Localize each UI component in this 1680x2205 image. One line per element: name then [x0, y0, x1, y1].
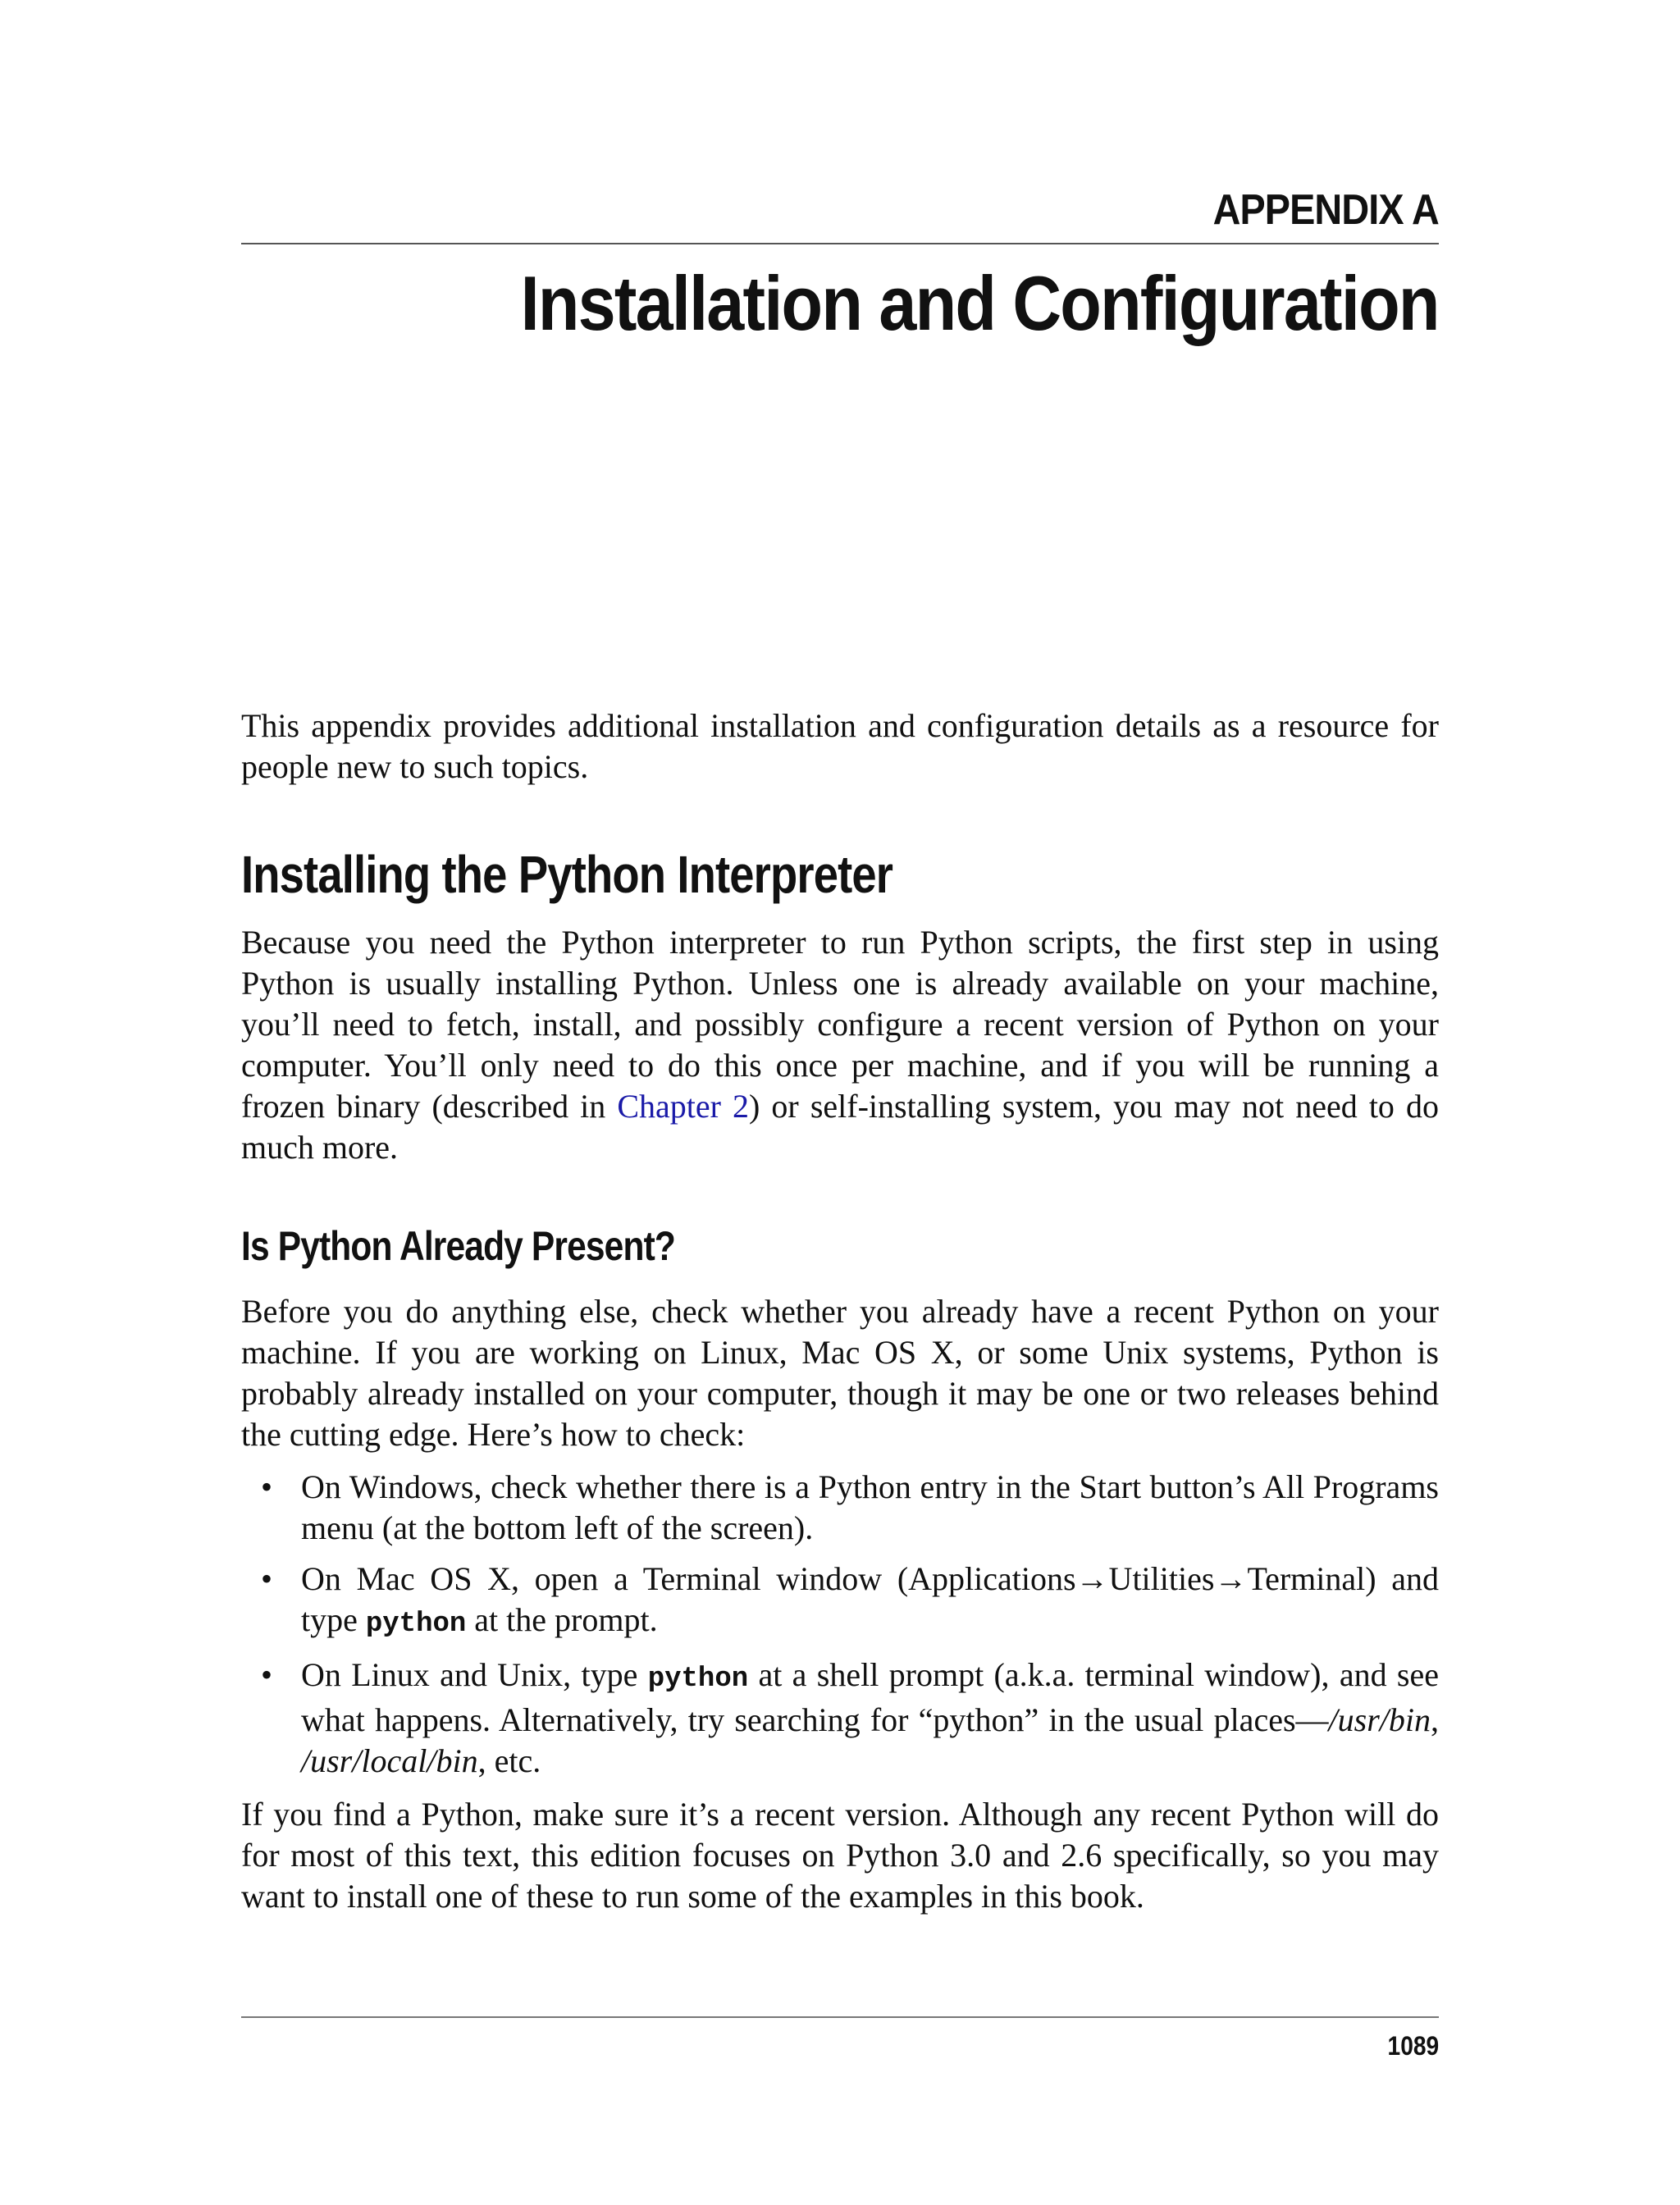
inline-code: python: [365, 1609, 467, 1640]
subsection-paragraph: Before you do anything else, check whether you already have a recent Python on your machine. If you are working on Linux, Mac OS X, or some Unix systems, Python is probably already installed on your computer, though it may be one or two releases behind the cutting edge. Here’s how to check:: [241, 1293, 1439, 1453]
check-list: [241, 1467, 1439, 1792]
path-text: /usr/bin: [1328, 1701, 1431, 1738]
list-item: [241, 1655, 1439, 1782]
list-item-text: , etc.: [477, 1742, 541, 1779]
footer-rule: [241, 2016, 1439, 2018]
path-text: /usr/local/bin: [301, 1742, 478, 1779]
list-item-text: On Windows, check whether there is a Python entry in the Start button’s All Programs menu (at the bottom left of the screen).: [301, 1468, 1439, 1546]
page-number: 1089: [1387, 2031, 1439, 2061]
list-item-text: at the prompt.: [466, 1601, 658, 1638]
section-heading: Installing the Python Interpreter: [241, 845, 893, 904]
list-item-text: On Linux and Unix, type: [301, 1656, 648, 1693]
book-page: [241, 0, 1439, 2205]
list-item: [241, 1559, 1439, 1645]
chapter-title: Installation and Configuration: [520, 260, 1439, 346]
paragraph-text-after-link: ) or self-installing system, you may not need to do much more.: [241, 1088, 1440, 1166]
list-item-text: On Mac OS X, open a Terminal window (Applications→Utilities→Terminal) and type: [301, 1560, 1439, 1638]
bullet-icon: •: [261, 1656, 273, 1693]
chapter-2-link[interactable]: Chapter 2: [617, 1088, 750, 1125]
list-item-text: ,: [1431, 1701, 1439, 1738]
intro-paragraph: This appendix provides additional installation and configuration details as a resource for people new to such topics.: [241, 707, 1439, 785]
inline-code: python: [647, 1664, 749, 1695]
section-paragraph: [241, 922, 1439, 1168]
appendix-label: APPENDIX A: [1212, 186, 1439, 234]
list-item: [241, 1467, 1439, 1549]
closing-paragraph: If you find a Python, make sure it’s a recent version. Although any recent Python will do for most of this text, this edition focuses on Python 3.0 and 2.6 specifically, so you may want to install one of these to run some of the examples in this book.: [241, 1796, 1439, 1915]
header-rule: [241, 243, 1439, 244]
list-item-text: at a shell prompt (a.k.a. terminal window), and see what happens. Alternatively, try searching for “python” in the usual places—: [301, 1656, 1439, 1738]
paragraph-text-before-link: Because you need the Python interpreter to run Python scripts, the first step in using Python is usually installing Python. Unless one is already available on your machine, you’ll need to fetch, install, and possibly configure a recent version of Python on your computer. You’ll only need to do this once per machine, and if you will be running a frozen binary (described in: [241, 924, 1439, 1125]
bullet-icon: •: [261, 1468, 273, 1505]
subsection-heading: Is Python Already Present?: [241, 1223, 675, 1269]
bullet-icon: •: [261, 1560, 273, 1597]
